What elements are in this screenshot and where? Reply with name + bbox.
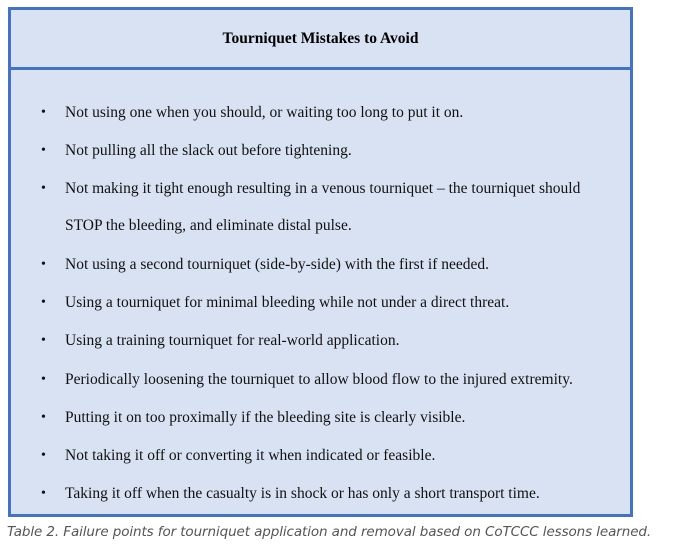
- list-item: [11, 361, 630, 398]
- list-item-text: Using a training tourniquet for real-world application.: [65, 332, 400, 349]
- list-item: [11, 475, 630, 512]
- list-item-text: Not making it tight enough resulting in a venous tourniquet – the tourniquet should STOP the bleeding, and eliminate distal pulse.: [65, 180, 581, 234]
- table-header: [11, 10, 630, 70]
- bullet-icon: •: [41, 486, 46, 501]
- bullet-icon: •: [41, 181, 46, 196]
- list-item: [11, 170, 630, 244]
- bullet-icon: •: [41, 372, 46, 387]
- list-item-text: Not taking it off or converting it when indicated or feasible.: [65, 447, 436, 464]
- bullet-icon: •: [41, 333, 46, 348]
- bullet-icon: •: [41, 410, 46, 425]
- list-item: [11, 322, 630, 359]
- tourniquet-mistakes-table: [8, 7, 633, 517]
- bullet-icon: •: [41, 295, 46, 310]
- table-title: Tourniquet Mistakes to Avoid: [222, 29, 419, 47]
- list-item-text: Not pulling all the slack out before tightening.: [65, 142, 352, 159]
- bullet-icon: •: [41, 105, 46, 120]
- list-item-text: Not using one when you should, or waiting too long to put it on.: [65, 104, 464, 121]
- list-item-text: Periodically loosening the tourniquet to allow blood flow to the injured extremity.: [65, 371, 573, 388]
- table-body: [11, 70, 630, 514]
- list-item: [11, 437, 630, 474]
- list-item: [11, 132, 630, 169]
- list-item-text: Using a tourniquet for minimal bleeding while not under a direct threat.: [65, 294, 510, 311]
- list-item-text: Not using a second tourniquet (side-by-side) with the first if needed.: [65, 256, 489, 273]
- bullet-icon: •: [41, 257, 46, 272]
- table-caption: Table 2. Failure points for tourniquet application and removal based on CoTCCC lessons learned.: [7, 524, 652, 540]
- list-item: [11, 94, 630, 131]
- list-item: [11, 284, 630, 321]
- list-item: [11, 246, 630, 283]
- bullet-icon: •: [41, 448, 46, 463]
- list-item-text: Taking it off when the casualty is in shock or has only a short transport time.: [65, 485, 540, 502]
- bullet-icon: •: [41, 143, 46, 158]
- list-item-text: Putting it on too proximally if the bleeding site is clearly visible.: [65, 409, 466, 426]
- list-item: [11, 399, 630, 436]
